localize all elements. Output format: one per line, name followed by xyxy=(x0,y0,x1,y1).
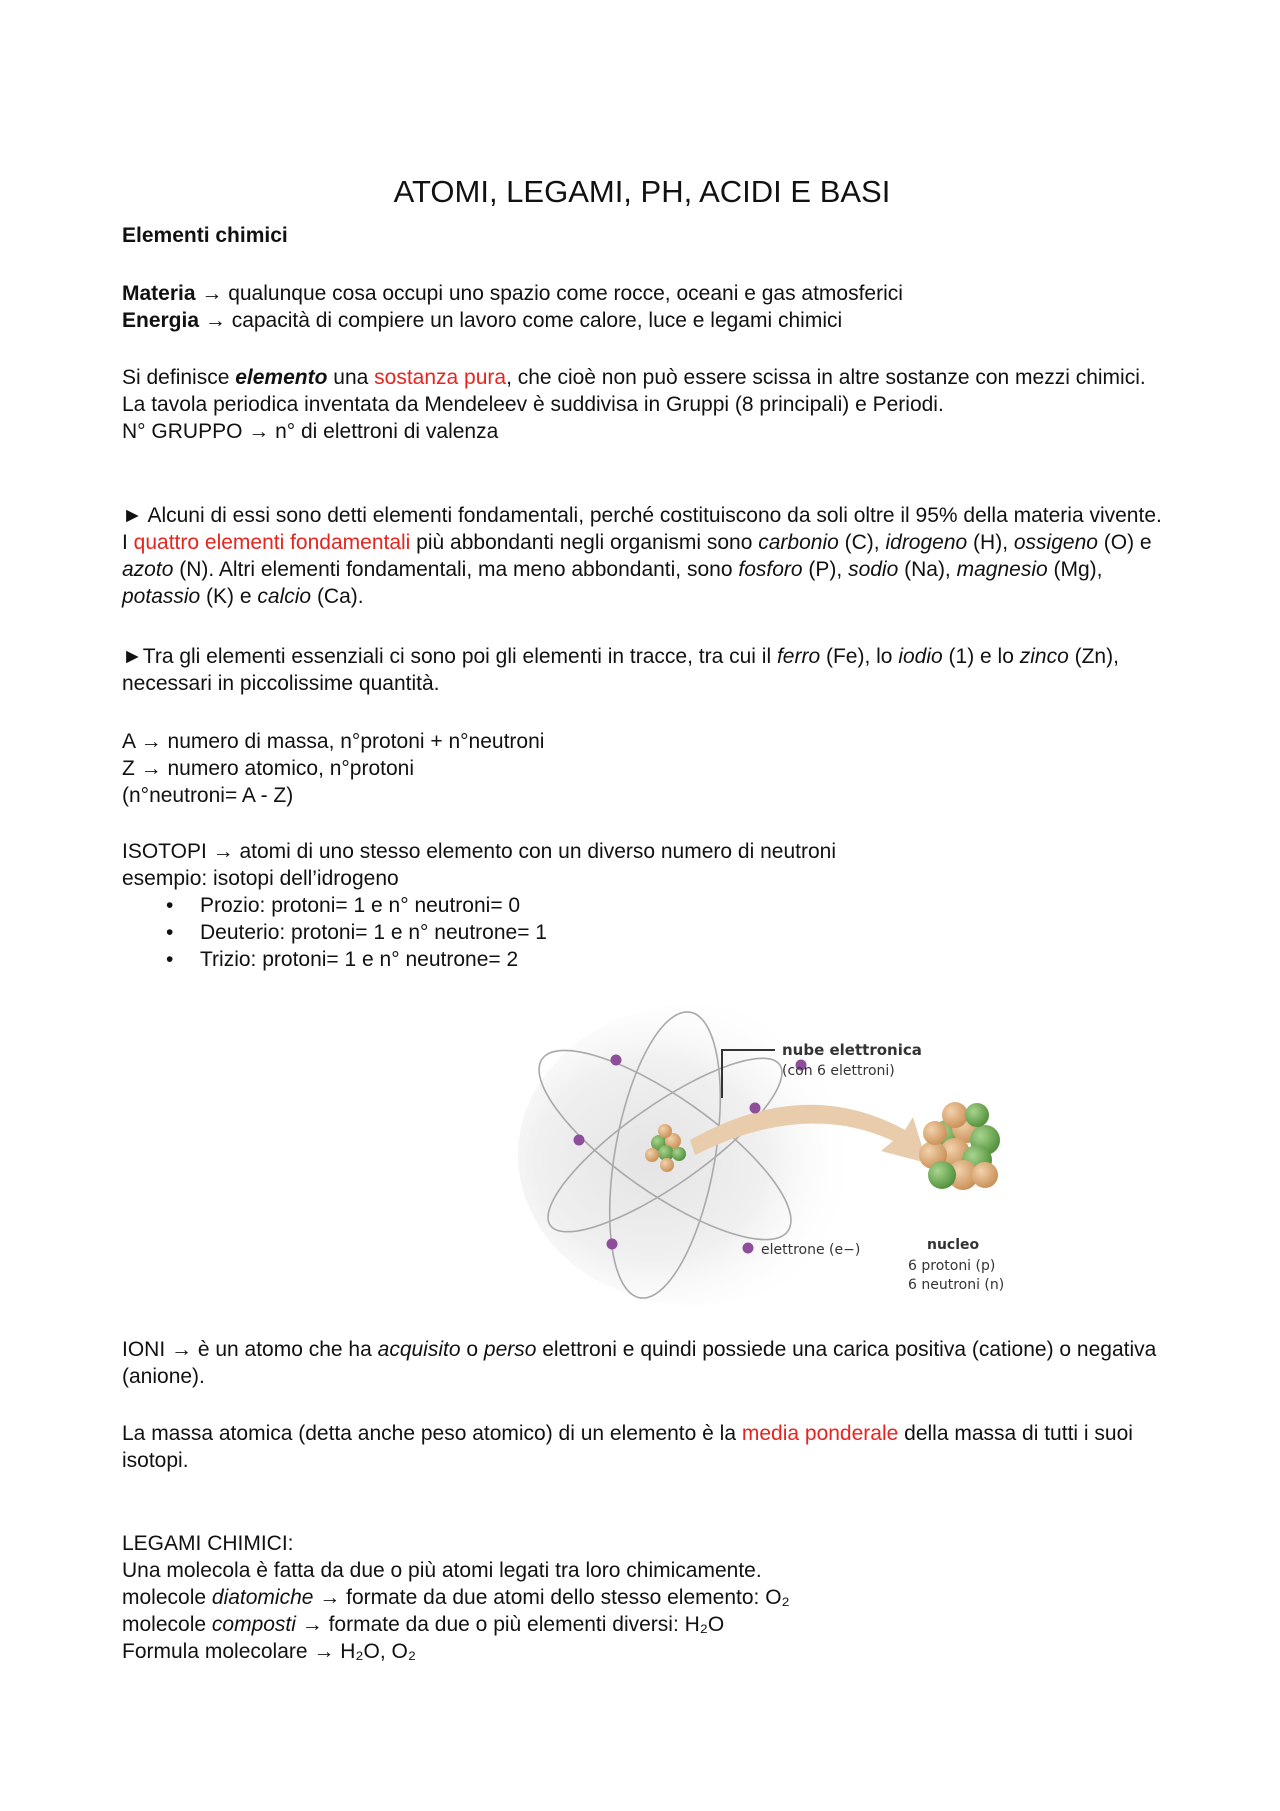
electron xyxy=(611,1055,622,1066)
text: → formate da due atomi dello stesso elemento: O₂ xyxy=(313,1586,790,1609)
isotopi-block xyxy=(122,838,1162,973)
text: IONI → è un atomo che ha xyxy=(122,1338,378,1361)
list-item: • Deuterio: protoni= 1 e n° neutrone= 1 xyxy=(122,919,1162,946)
elettrone-label: elettrone (e−) xyxy=(761,1242,861,1258)
emphasis-diatomiche: diatomiche xyxy=(211,1586,314,1609)
def-materia: → qualunque cosa occupi uno spazio come rocce, oceani e gas atmosferici xyxy=(195,282,903,305)
nube-label: nube elettronica xyxy=(782,1041,922,1059)
text: (C), xyxy=(838,531,886,554)
text: (K) e xyxy=(200,585,258,608)
text: ►Tra gli elementi essenziali ci sono poi gli elementi in tracce, tra cui il xyxy=(122,645,777,668)
text: molecole xyxy=(122,1613,212,1636)
paragraph-fondamentali xyxy=(122,502,1162,610)
formula-a: A → numero di massa, n°protoni + n°neutroni xyxy=(122,730,545,753)
section-heading-elementi: Elementi chimici xyxy=(122,224,288,247)
highlight-sostanza-pura: sostanza pura xyxy=(374,366,507,389)
text: (N). Altri elementi fondamentali, ma meno abbondanti, sono xyxy=(173,558,739,581)
element-zinco: zinco xyxy=(1019,645,1069,668)
text: elettroni e quindi possiede una carica positiva (catione) o negativa (anione). xyxy=(122,1338,1157,1388)
isotopi-list xyxy=(122,892,1162,973)
formula-n: (n°neutroni= A - Z) xyxy=(122,784,294,807)
legami-heading: LEGAMI CHIMICI: xyxy=(122,1532,294,1555)
text: La massa atomica (detta anche peso atomico) di un elemento è la xyxy=(122,1422,742,1445)
def-energia: → capacità di compiere un lavoro come calore, luce e legami chimici xyxy=(199,309,843,332)
formulas-block xyxy=(122,728,1162,809)
electron xyxy=(607,1239,618,1250)
nube-sublabel: (con 6 elettroni) xyxy=(782,1063,895,1079)
text: più abbondanti negli organismi sono xyxy=(410,531,759,554)
element-potassio: potassio xyxy=(122,585,201,608)
atom-diagram-svg xyxy=(515,1005,1035,1305)
paragraph-massa xyxy=(122,1420,1162,1474)
emphasis-perso: perso xyxy=(483,1338,537,1361)
page-title: ATOMI, LEGAMI, PH, ACIDI E BASI xyxy=(393,173,891,209)
text: (Na), xyxy=(898,558,957,581)
term-energia: Energia xyxy=(122,309,200,332)
text: , che cioè non può essere scissa in altre sostanze con mezzi chimici. xyxy=(506,366,1146,389)
paragraph-tracce xyxy=(122,643,1162,697)
emphasis-acquisito: acquisito xyxy=(377,1338,461,1361)
text: una xyxy=(327,366,375,389)
text: ► Alcuni di essi sono detti elementi fondamentali, perché costituiscono da soli oltre il 95% della materia vivente. I xyxy=(122,504,1162,554)
definitions-block xyxy=(122,280,1162,334)
electron xyxy=(574,1135,585,1146)
text: (Zn), necessari in piccolissime quantità. xyxy=(122,645,1119,695)
element-calcio: calcio xyxy=(257,585,312,608)
element-azoto: azoto xyxy=(122,558,174,581)
formula-z: Z → numero atomico, n°protoni xyxy=(122,757,415,780)
element-carbonio: carbonio xyxy=(758,531,839,554)
text: (P), xyxy=(802,558,849,581)
text: (H), xyxy=(967,531,1014,554)
paragraph-elemento xyxy=(122,364,1162,445)
text: → formate da due o più elementi diversi: H₂O xyxy=(295,1613,725,1636)
formula-molecolare: Formula molecolare → H₂O, O₂ xyxy=(122,1640,417,1663)
text: (Mg), xyxy=(1047,558,1103,581)
neutroni-label: 6 neutroni (n) xyxy=(908,1277,1005,1293)
nucleo-label: nucleo xyxy=(927,1237,980,1253)
list-item: • Prozio: protoni= 1 e n° neutroni= 0 xyxy=(122,892,1162,919)
isotopi-definition: ISOTOPI → atomi di uno stesso elemento con un diverso numero di neutroni xyxy=(122,840,836,863)
text: (O) e xyxy=(1097,531,1152,554)
atom-diagram xyxy=(515,1005,1035,1305)
electron xyxy=(743,1243,754,1254)
text: della massa di tutti i suoi isotopi. xyxy=(122,1422,1133,1472)
paragraph-ioni xyxy=(122,1336,1162,1390)
element-ossigeno: ossigeno xyxy=(1013,531,1098,554)
highlight-quattro-elementi: quattro elementi fondamentali xyxy=(133,531,411,554)
element-fosforo: fosforo xyxy=(738,558,803,581)
large-nucleus xyxy=(919,1102,1000,1190)
isotopi-example: esempio: isotopi dell’idrogeno xyxy=(122,867,399,890)
element-idrogeno: idrogeno xyxy=(885,531,968,554)
element-ferro: ferro xyxy=(776,645,821,668)
highlight-media-ponderale: media ponderale xyxy=(741,1422,899,1445)
element-iodio: iodio xyxy=(898,645,943,668)
text: (1) e lo xyxy=(942,645,1020,668)
electron xyxy=(750,1103,761,1114)
text-gruppo: N° GRUPPO → n° di elettroni di valenza xyxy=(122,420,499,443)
text-tavola-periodica: La tavola periodica inventata da Mendeleev è suddivisa in Gruppi (8 principali) e Periodi. xyxy=(122,393,944,416)
legami-molecola: Una molecola è fatta da due o più atomi legati tra loro chimicamente. xyxy=(122,1559,762,1582)
element-magnesio: magnesio xyxy=(956,558,1048,581)
emphasis-composti: composti xyxy=(211,1613,296,1636)
text: (Ca). xyxy=(311,585,364,608)
emphasis-elemento: elemento xyxy=(235,366,328,389)
text: (Fe), lo xyxy=(820,645,899,668)
legami-block xyxy=(122,1530,1162,1665)
element-sodio: sodio xyxy=(848,558,899,581)
protoni-label: 6 protoni (p) xyxy=(908,1258,996,1274)
term-materia: Materia xyxy=(122,282,196,305)
list-item: • Trizio: protoni= 1 e n° neutrone= 2 xyxy=(122,946,1162,973)
text: Si definisce xyxy=(122,366,236,389)
text: o xyxy=(460,1338,484,1361)
text: molecole xyxy=(122,1586,212,1609)
